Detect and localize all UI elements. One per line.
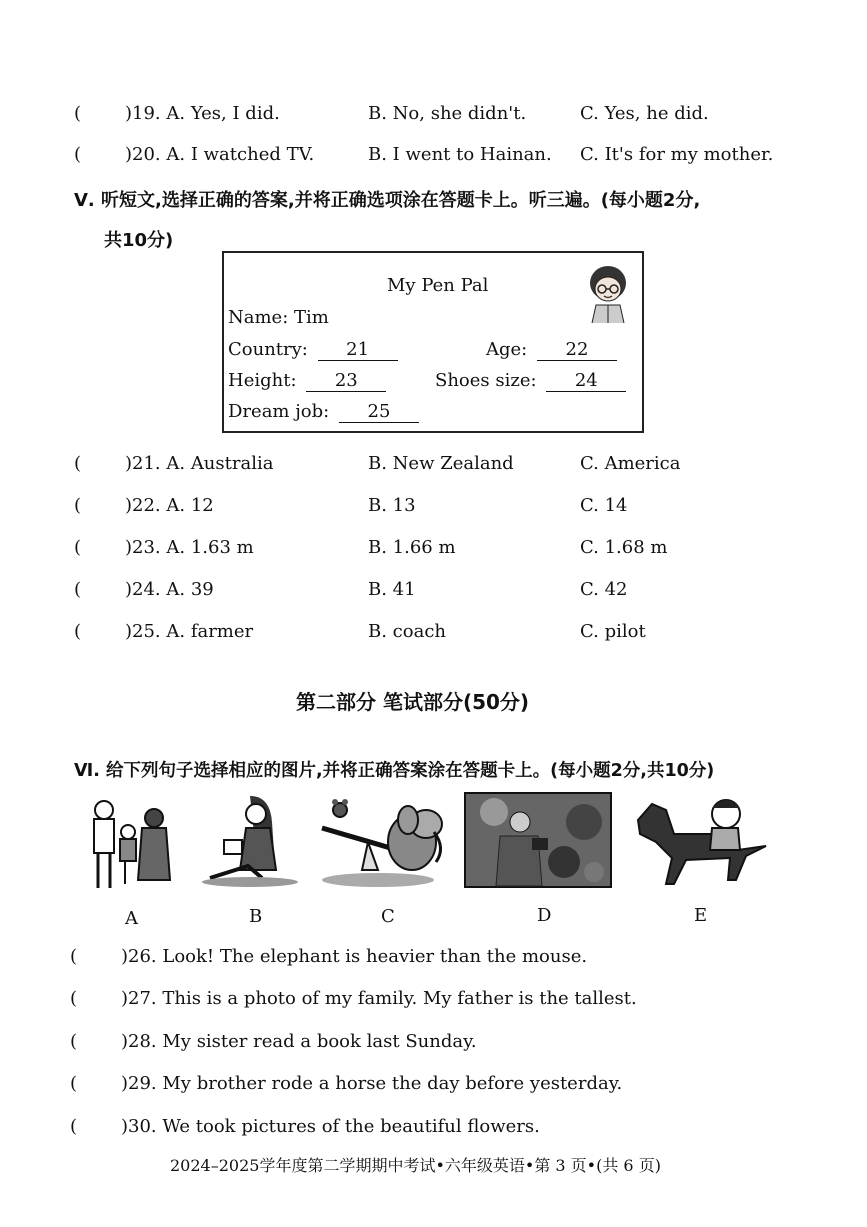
pen-pal-job (228, 401, 419, 423)
page-footer: 2024–2025学年度第二学期期中考试•六年级英语•第 3 页•(共 6 页) (170, 1156, 661, 1175)
height-label: Height: (228, 370, 297, 391)
question-24-option-a: )24. A. 39 (125, 579, 214, 600)
answer-paren: ( (70, 946, 78, 967)
question-29-text: )29. My brother rode a horse the day before yesterday. (121, 1073, 623, 1094)
pen-pal-title: My Pen Pal (387, 275, 489, 296)
question-26-text: )26. Look! The elephant is heavier than the mouse. (121, 946, 588, 967)
question-24-option-b: B. 41 (368, 579, 416, 600)
answer-paren: ( (74, 495, 82, 516)
job-blank: 25 (339, 402, 419, 423)
riding-horse-picture (626, 790, 776, 890)
answer-paren: ( (74, 537, 82, 558)
question-30-text: )30. We took pictures of the beautiful flowers. (121, 1116, 540, 1137)
pen-pal-box (222, 251, 644, 433)
question-20-option-b: B. I went to Hainan. (368, 144, 552, 165)
question-21-option-b: B. New Zealand (368, 453, 514, 474)
shoes-label: Shoes size: (435, 370, 537, 391)
question-20-option-a: )20. A. I watched TV. (125, 144, 315, 165)
question-19-option-c: C. Yes, he did. (580, 103, 709, 124)
shoes-blank: 24 (546, 371, 626, 392)
question-21-option-c: C. America (580, 453, 681, 474)
age-blank: 22 (537, 340, 617, 361)
question-22-option-c: C. 14 (580, 495, 628, 516)
answer-paren: ( (70, 1073, 78, 1094)
answer-paren: ( (74, 453, 82, 474)
question-25-option-b: B. coach (368, 621, 446, 642)
section-6-heading: Ⅵ. 给下列句子选择相应的图片,并将正确答案涂在答题卡上。(每小题2分,共10分) (74, 761, 715, 781)
question-21-option-a: )21. A. Australia (125, 453, 274, 474)
pen-pal-name: Name: Tim (228, 307, 329, 328)
picture-label-d: D (537, 905, 552, 926)
section-5-heading-line2: 共10分) (104, 230, 174, 251)
question-23-option-b: B. 1.66 m (368, 537, 456, 558)
job-label: Dream job: (228, 401, 330, 422)
question-23-option-a: )23. A. 1.63 m (125, 537, 254, 558)
answer-paren: ( (74, 103, 82, 124)
answer-paren: ( (74, 144, 82, 165)
answer-paren: ( (74, 621, 82, 642)
question-25-option-a: )25. A. farmer (125, 621, 254, 642)
pen-pal-country (228, 339, 398, 361)
question-28-text: )28. My sister read a book last Sunday. (121, 1031, 477, 1052)
question-22-option-b: B. 13 (368, 495, 416, 516)
section-5-heading-line1: Ⅴ. 听短文,选择正确的答案,并将正确选项涂在答题卡上。听三遍。(每小题2分, (74, 190, 701, 211)
answer-paren: ( (74, 579, 82, 600)
pen-pal-shoes (435, 370, 626, 392)
question-23-option-c: C. 1.68 m (580, 537, 668, 558)
reading-girl-picture (190, 792, 300, 892)
height-blank: 23 (306, 371, 386, 392)
question-19-option-b: B. No, she didn't. (368, 103, 527, 124)
picture-label-b: B (249, 906, 263, 927)
answer-paren: ( (70, 1116, 78, 1137)
question-25-option-c: C. pilot (580, 621, 646, 642)
part-2-title: 第二部分 笔试部分(50分) (296, 690, 530, 714)
picture-label-c: C (381, 906, 395, 927)
age-label: Age: (486, 339, 528, 360)
question-22-option-a: )22. A. 12 (125, 495, 214, 516)
picture-label-e: E (694, 905, 708, 926)
taking-photos-picture (464, 792, 612, 888)
boy-avatar-icon (586, 263, 630, 330)
question-19-option-a: )19. A. Yes, I did. (125, 103, 280, 124)
family-picture (80, 792, 180, 892)
country-blank: 21 (318, 340, 398, 361)
question-24-option-c: C. 42 (580, 579, 628, 600)
pen-pal-age (486, 339, 617, 361)
question-20-option-c: C. It's for my mother. (580, 144, 774, 165)
country-label: Country: (228, 339, 308, 360)
answer-paren: ( (70, 988, 78, 1009)
picture-label-a: A (125, 908, 138, 929)
question-27-text: )27. This is a photo of my family. My father is the tallest. (121, 988, 637, 1009)
elephant-mouse-picture (318, 792, 448, 892)
pen-pal-height (228, 370, 386, 392)
answer-paren: ( (70, 1031, 78, 1052)
